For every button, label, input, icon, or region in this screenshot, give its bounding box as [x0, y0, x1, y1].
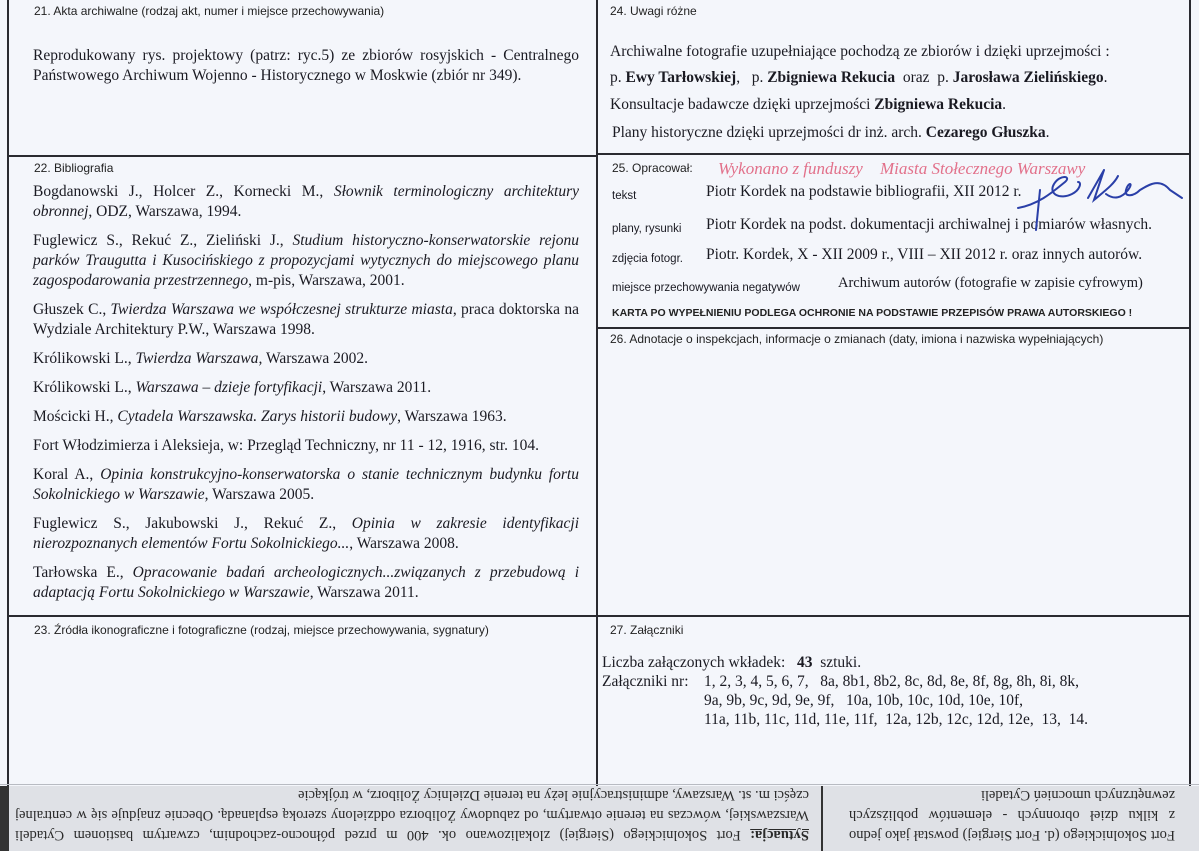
text: . [1045, 124, 1050, 141]
text: Plany historyczne dzięki uprzejmości dr inż. arch. [612, 124, 926, 141]
bibliography-list [33, 182, 579, 612]
section-21-label: 21. Akta archiwalne (rodzaj akt, numer i miejsce przechowywania) [34, 4, 385, 18]
row-key: zdjęcia fotogr. [612, 253, 683, 265]
author-row-plans [612, 216, 1152, 237]
row-value: Piotr Kordek na podst. dokumentacji archiwalnej i pomiarów własnych. [706, 216, 1152, 233]
attachment-list-line-1: 1, 2, 3, 4, 5, 6, 7, 8a, 8b1, 8b2, 8c, 8d, 8e, 8f, 8g, 8h, 8i, 8k, [704, 673, 1079, 690]
situation-label: Sytuacja: [750, 827, 809, 843]
entry-title: Twierdza Warszawa, [135, 350, 263, 367]
name: Zbigniewa Rekucia [767, 69, 896, 86]
text: Konsultacje badawcze dzięki uprzejmości [610, 96, 875, 113]
bibliography-entry [33, 300, 579, 340]
attachment-list-label: Załączniki nr: [602, 673, 693, 690]
attachment-count [602, 654, 861, 672]
name: Ewy Tarłowskiej [625, 69, 737, 86]
form-bottom [0, 784, 1199, 785]
bibliography-entry [33, 231, 579, 291]
divider-24-25 [597, 153, 1191, 155]
row-key: plany, rysunki [612, 223, 682, 235]
entry-title: Opinia konstrukcyjno-konserwatorska o stanie technicznym budynku fortu Sokolnickiego w Warszawie [33, 466, 579, 503]
entry-author: Mościcki H., [33, 408, 118, 425]
bibliography-entry [33, 378, 579, 398]
entry-rest: , Warszawa 2005. [204, 486, 315, 503]
situation-body: Fort Sokolnickiego (Siergiej) zlokalizowano ok. 400 m przed północno-zachodnim, czwartym bastionem Cytadeli Warszawskiej, wówczas na terenie otwartym, od zabudowy Żoliborza oddzielony szeroką esplanadą. Obecnie znajduje się w centralnej części m. st. Warszawy, administracyjnie leży na terenie Dzielnicy Żoliborz, w trójkącie [15, 787, 809, 843]
entry-rest: , ODZ, Warszawa, 1994. [88, 203, 242, 220]
entry-author: Koral A., [33, 466, 101, 483]
entry-title: Cytadela Warszawska. Zarys historii budowy [117, 408, 398, 425]
reverse-page-strip [0, 786, 1199, 851]
name: Zbigniewa Rekucia [874, 96, 1003, 113]
bibliography-entry [33, 182, 579, 222]
entry-author: Bogdanowski J., Holcer Z., Kornecki M., [33, 183, 334, 200]
name: Jarosława Zielińskiego [952, 69, 1104, 86]
entry-title: Opracowanie badań archeologicznych...związanych z przebudową i adaptacją Fortu Sokolnickiego w Warszawie [33, 564, 579, 601]
entry-author: Fuglewicz S., Rekuć Z., Zieliński J., [33, 232, 293, 249]
section-26-label: 26. Adnotacje o inspekcjach, informacje o zmianach (daty, imiona i nazwiska wypełniających) [610, 332, 1104, 346]
section-25-label: 25. Opracował: [612, 161, 693, 175]
section-24-label: 24. Uwagi różne [610, 4, 697, 18]
reverse-divider [821, 786, 823, 851]
entry-rest: , Warszawa 2011. [322, 379, 432, 396]
copyright-notice: KARTA PO WYPEŁNIENIU PODLEGA OCHRONIE NA PODSTAWIE PRZEPISÓW PRAWA AUTORSKIEGO ! [612, 307, 1133, 319]
divider-lower [8, 615, 1191, 617]
center-divider [596, 0, 598, 786]
name: Cezarego Głuszka [925, 124, 1046, 141]
entry-rest: Warszawa 2002. [262, 350, 369, 367]
entry-rest: , m-pis, Warszawa, 2001. [248, 272, 405, 289]
row-key: miejsce przechowywania negatywów [612, 282, 800, 294]
entry-rest: , Warszawa 2011. [309, 584, 419, 601]
attachment-list-line-2: 9a, 9b, 9c, 9d, 9e, 9f, 10a, 10b, 10c, 10d, 10e, 10f, [704, 692, 1023, 709]
left-border [7, 0, 9, 786]
divider-25-26 [597, 327, 1191, 329]
entry-title: Warszawa – dzieje fortyfikacji [135, 379, 323, 396]
entry-title: Słownik terminologiczny architektury obronnej [33, 183, 580, 220]
reverse-history-text: Fort Sokolnickiego (d. Fort Siergiej) powstał jako jedno z kilku dzieł obronnych - elementów pobliższych zewnętrznych umocnień Cytadeli [849, 787, 1175, 843]
remarks-line-3 [610, 95, 1006, 115]
text: , p. [736, 69, 768, 86]
bibliography-entry [33, 436, 579, 456]
author-row-negatives [612, 275, 1143, 296]
bibliography-entry [33, 407, 579, 427]
entry-author: Fuglewicz S., Jakubowski J., Rekuć Z., [33, 515, 352, 532]
funding-stamp-line-1: Wykonano z funduszy [718, 159, 863, 178]
funding-stamp-line-2: Miasta Stołecznego Warszawy [880, 159, 1086, 178]
count-value: 43 [796, 654, 813, 671]
remarks-line-2 [610, 68, 1107, 88]
author-row-text [612, 183, 1022, 204]
section-21-text: Reprodukowany rys. projektowy (patrz: ryc.5) ze zbiorów rosyjskich - Centralnego Państwowego Archiwum Wojenno - Historycznego w Moskwie (zbiór nr 349). [33, 47, 579, 84]
text: oraz p. [895, 69, 953, 86]
row-value: Archiwum autorów (fotografie w zapisie cyfrowym) [838, 275, 1143, 291]
section-23-label: 23. Źródła ikonograficzne i fotograficzne (rodzaj, miejsce przechowywania, sygnatury) [34, 623, 489, 637]
attachment-list-line-3: 11a, 11b, 11c, 11d, 11e, 11f, 12a, 12b, 12c, 12d, 12e, 13, 14. [704, 711, 1088, 728]
bibliography-entry [33, 465, 579, 505]
section-22-label: 22. Bibliografia [34, 161, 114, 175]
remarks-line-1: Archiwalne fotografie uzupełniające pochodzą ze zbiorów i dzięki uprzejmości : [610, 43, 1110, 60]
reverse-right-edge [0, 786, 9, 851]
row-value: Piotr Kordek na podstawie bibliografii, XII 2012 r. [706, 183, 1022, 200]
entry-title: Opinia w zakresie identyfikacji nierozpoznanych elementów Fortu Sokolnickiego... [33, 515, 579, 552]
text: . [1002, 96, 1007, 113]
entry-title: Studium historyczno-konserwatorskie rejonu parków Traugutta i Kusocińskiego z propozycjami wytycznych do miejscowego planu zagospodarowania przestrzennego [33, 232, 580, 289]
entry-rest: , praca doktorska na Wydziale Architektury P.W., Warszawa 1998. [33, 301, 580, 338]
bibliography-entry [33, 563, 579, 603]
bibliography-entry [33, 349, 579, 369]
row-value: Piotr. Kordek, X - XII 2009 r., VIII – XII 2012 r. oraz innych autorów. [706, 246, 1143, 263]
reverse-situation-text [15, 786, 809, 845]
text: . [1103, 69, 1108, 86]
right-border [1189, 0, 1191, 786]
text: Liczba załączonych wkładek: [602, 654, 797, 671]
entry-author: Królikowski L., [33, 350, 136, 367]
remarks-line-4 [612, 123, 1049, 143]
row-key: tekst [612, 190, 637, 202]
entry-author: Fort Włodzimierza i Aleksieja, w: Przegląd Techniczny, nr 11 - 12, 1916, str. 104. [33, 437, 539, 454]
bibliography-entry [33, 514, 579, 554]
entry-rest: , Warszawa 2008. [349, 535, 459, 552]
text: sztuki. [812, 654, 862, 671]
author-row-photos [612, 246, 1143, 267]
entry-author: Głuszek C., [33, 301, 111, 318]
text: p. [610, 69, 626, 86]
divider-21-22 [8, 155, 597, 157]
entry-author: Królikowski L., [33, 379, 136, 396]
entry-title: Twierdza Warszawa we współczesnej strukturze miasta [110, 301, 453, 318]
section-27-label: 27. Załączniki [610, 623, 684, 637]
entry-rest: , Warszawa 1963. [397, 408, 507, 425]
entry-author: Tarłowska E., [33, 564, 133, 581]
signature [1010, 160, 1190, 240]
